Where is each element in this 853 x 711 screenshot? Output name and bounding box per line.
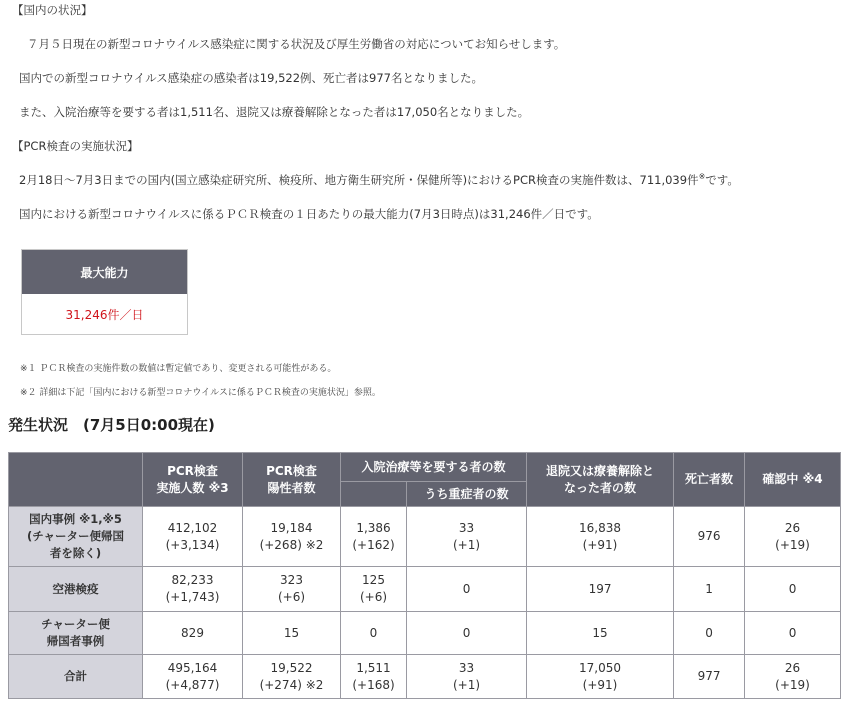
cell-pcr-people: 412,102 (+3,134) xyxy=(143,507,243,567)
pcr-paragraph-1-footnote: ※ xyxy=(698,172,706,182)
cell-severe: 0 xyxy=(407,612,527,655)
cell-confirming: 0 xyxy=(745,567,841,612)
cell-pcr-positive: 15 xyxy=(243,612,341,655)
cell-pcr-positive: 19,184 (+268) ※2 xyxy=(243,507,341,567)
cell-deaths: 977 xyxy=(674,655,745,699)
capacity-value: 31,246件／日 xyxy=(65,308,144,322)
table-row-airport xyxy=(9,567,841,612)
pcr-paragraph-2: 国内における新型コロナウイルスに係るＰＣＲ検査の１日あたりの最大能力(7月3日時点)は31,246件／日です。 xyxy=(19,207,599,221)
table-row-total xyxy=(9,655,841,699)
cell-deaths: 1 xyxy=(674,567,745,612)
header-deaths: 死亡者数 xyxy=(674,453,745,507)
pcr-paragraph-1-tail: です。 xyxy=(705,173,739,187)
intro-paragraph-1: ７月５日現在の新型コロナウイルス感染症に関する状況及び厚生労働省の対応についてお知らせします。 xyxy=(27,37,566,51)
cell-pcr-people: 495,164 (+4,877) xyxy=(143,655,243,699)
cell-deaths: 0 xyxy=(674,612,745,655)
cell-discharged: 197 xyxy=(527,567,674,612)
header-pcr-positive: PCR検査 陽性者数 xyxy=(243,453,341,507)
capacity-header: 最大能力 xyxy=(22,250,187,294)
cell-severe: 33 (+1) xyxy=(407,507,527,567)
intro-paragraph-3: また、入院治療等を要する者は1,511名、退院又は療養解除となった者は17,050名となりました。 xyxy=(19,105,530,119)
cell-hospitalized: 0 xyxy=(341,612,407,655)
cell-pcr-people: 82,233 (+1,743) xyxy=(143,567,243,612)
cell-pcr-people: 829 xyxy=(143,612,243,655)
cell-severe: 0 xyxy=(407,567,527,612)
status-title: 発生状況 (7月5日0:00現在) xyxy=(8,416,215,434)
cell-hospitalized: 1,386 (+162) xyxy=(341,507,407,567)
cell-hospitalized: 125 (+6) xyxy=(341,567,407,612)
cell-confirming: 26 (+19) xyxy=(745,507,841,567)
cell-deaths: 976 xyxy=(674,507,745,567)
cell-confirming: 0 xyxy=(745,612,841,655)
pcr-paragraph-1-text: 2月18日〜7月3日までの国内(国立感染症研究所、検疫所、地方衛生研究所・保健所等)におけるPCR検査の実施件数は、711,039件 xyxy=(19,173,699,187)
cell-confirming: 26 (+19) xyxy=(745,655,841,699)
cell-pcr-positive: 323 (+6) xyxy=(243,567,341,612)
note-1: ※１ ＰＣＲ検査の実施件数の数値は暫定値であり、変更される可能性がある。 xyxy=(20,364,337,374)
cell-discharged: 15 xyxy=(527,612,674,655)
pcr-heading: 【PCR検査の実施状況】 xyxy=(12,139,139,153)
row-label: 空港検疫 xyxy=(9,567,143,612)
cell-hospitalized: 1,511 (+168) xyxy=(341,655,407,699)
table-row-charter xyxy=(9,612,841,655)
header-blank xyxy=(9,453,143,507)
note-2: ※２ 詳細は下記「国内における新型コロナウイルスに係るＰＣＲ検査の実施状況」参照。 xyxy=(20,388,381,398)
header-hospitalized: 入院治療等を要する者の数 xyxy=(341,453,527,482)
header-pcr-people: PCR検査 実施人数 ※3 xyxy=(143,453,243,507)
header-confirming: 確認中 ※4 xyxy=(745,453,841,507)
header-severe: うち重症者の数 xyxy=(407,482,527,507)
intro-paragraph-2: 国内での新型コロナウイルス感染症の感染者は19,522例、死亡者は977名となりました。 xyxy=(19,71,483,85)
capacity-box xyxy=(21,249,188,335)
row-label: 国内事例 ※1,※5 (チャーター便帰国 者を除く) xyxy=(9,507,143,567)
header-discharged: 退院又は療養解除と なった者の数 xyxy=(527,453,674,507)
cell-severe: 33 (+1) xyxy=(407,655,527,699)
cell-discharged: 16,838 (+91) xyxy=(527,507,674,567)
pcr-paragraph-1 xyxy=(19,172,739,188)
domestic-heading: 【国内の状況】 xyxy=(12,3,93,17)
table-row-domestic xyxy=(9,507,841,567)
row-label: 合計 xyxy=(9,655,143,699)
header-hosp-blank xyxy=(341,482,407,507)
status-table xyxy=(8,452,841,699)
cell-pcr-positive: 19,522 (+274) ※2 xyxy=(243,655,341,699)
row-label: チャーター便 帰国者事例 xyxy=(9,612,143,655)
cell-discharged: 17,050 (+91) xyxy=(527,655,674,699)
